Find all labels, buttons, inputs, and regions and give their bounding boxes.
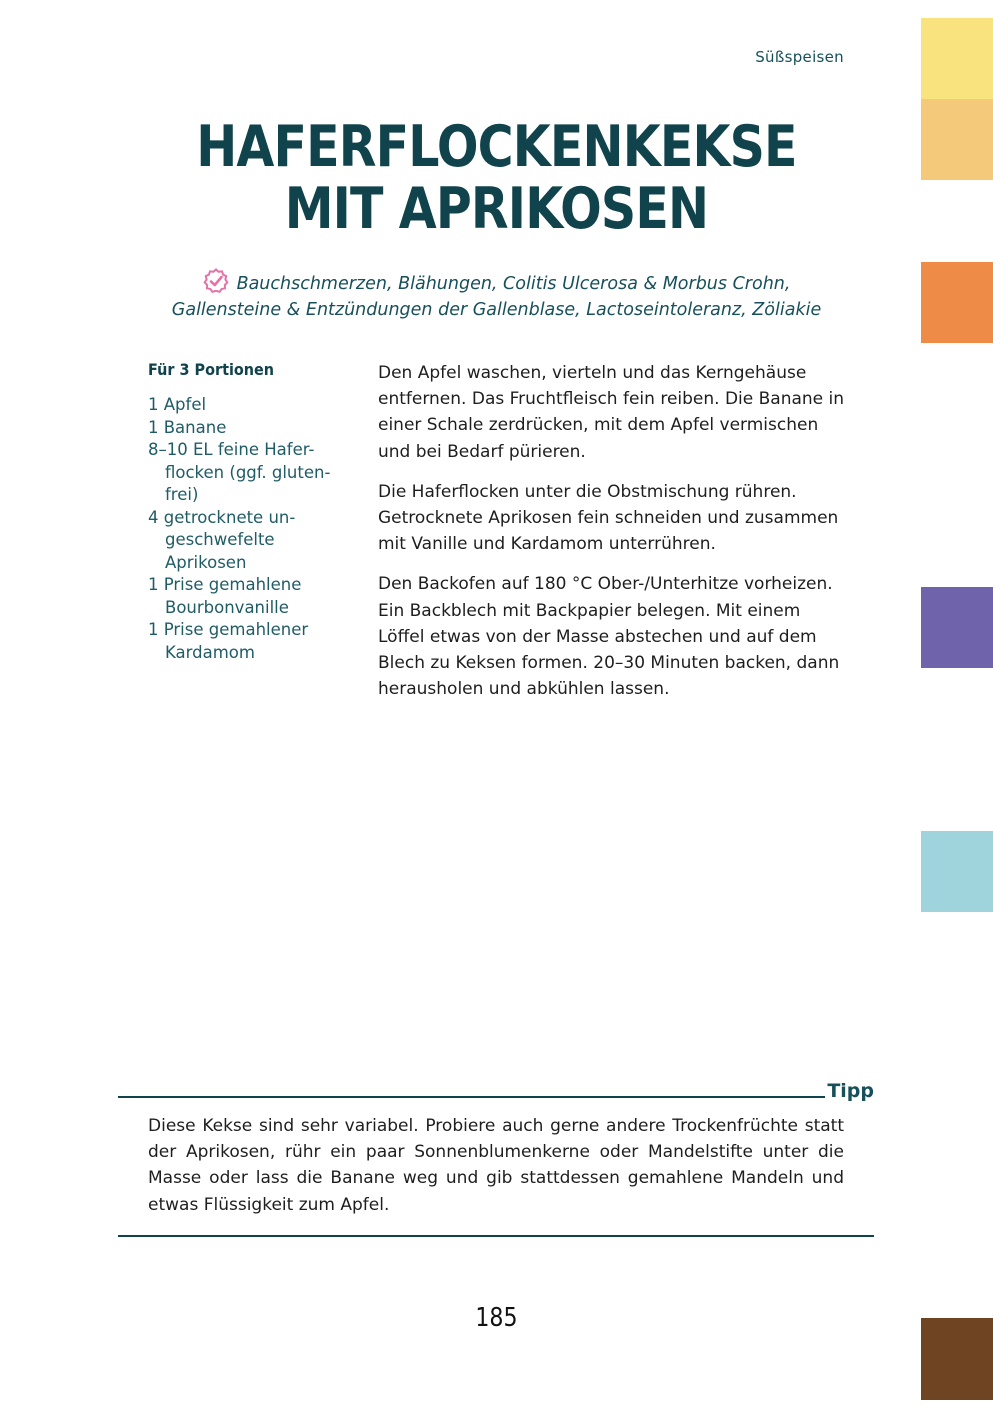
ingredient-item: 1 Banane	[148, 417, 227, 437]
conditions-line-2: Gallensteine & Entzündungen der Gallenblase, Lactoseintoleranz, Zöliakie	[171, 300, 822, 320]
chapter-tab-brown	[921, 1318, 993, 1400]
chapter-tab-yellow	[921, 18, 993, 99]
step-paragraph: Den Apfel waschen, vierteln und das Kerngehäuse entfernen. Das Fruchtfleisch fein reiben. Die Banane in einer Schale zerdrücken, mit dem Apfel vermischen und bei Bedarf pürieren.	[378, 363, 845, 462]
suitable-conditions	[100, 268, 893, 323]
ingredient-item: 1 Prise gemahlene Bourbonvanille	[148, 575, 302, 617]
portions-heading: Für 3 Portionen	[148, 360, 275, 379]
chapter-tab-light-blue	[921, 831, 993, 912]
chapter-tab-light-orange	[921, 99, 993, 180]
step-paragraph: Die Haferflocken unter die Obstmischung rühren. Getrocknete Aprikosen fein schneiden und zusammen mit Vanille und Kardamom unterrühren.	[378, 481, 839, 555]
check-badge-icon	[203, 268, 229, 294]
chapter-tab-purple	[921, 587, 993, 668]
recipe-title	[69, 116, 923, 240]
section-label: Süßspeisen	[755, 48, 844, 66]
tip-text: Diese Kekse sind sehr variabel. Probiere auch gerne andere Trockenfrüchte statt der Aprikosen, rühr ein paar Sonnenblumenkerne oder Mandelstifte unter die Masse oder lass die Banane weg und gib stattdessen gemahlene Mandeln und etwas Flüssigkeit zum Apfel.	[148, 1116, 844, 1215]
step-paragraph: Den Backofen auf 180 °C Ober-/Unterhitze vorheizen. Ein Backblech mit Backpapier belegen. Mit einem Löffel etwas von der Masse abstechen und auf dem Blech zu Keksen formen. 20–30 Minuten backen, dann herausholen und abkühlen lassen.	[378, 574, 840, 700]
tip-label: Tipp	[827, 1080, 874, 1102]
recipe-title-line-2: MIT APRIKOSEN	[284, 176, 709, 242]
recipe-title-line-1: HAFERFLOCKENKEKSE	[196, 114, 797, 180]
conditions-line-1: Bauchschmerzen, Blähungen, Colitis Ulcerosa & Morbus Crohn,	[236, 274, 791, 294]
ingredient-list	[148, 394, 353, 664]
tip-bottom-rule	[118, 1235, 874, 1237]
tip-top-rule	[118, 1096, 874, 1098]
chapter-tab-orange	[921, 262, 993, 343]
ingredient-item: 4 getrocknete un-geschwefelte Aprikosen	[148, 507, 296, 572]
ingredient-item: 8–10 EL feine Hafer-flocken (ggf. gluten-frei)	[148, 440, 331, 504]
ingredient-item: 1 Apfel	[148, 395, 207, 414]
ingredient-item: 1 Prise gemahlener Kardamom	[148, 620, 309, 662]
page-number: 185	[475, 1303, 518, 1333]
preparation-steps	[378, 360, 848, 716]
